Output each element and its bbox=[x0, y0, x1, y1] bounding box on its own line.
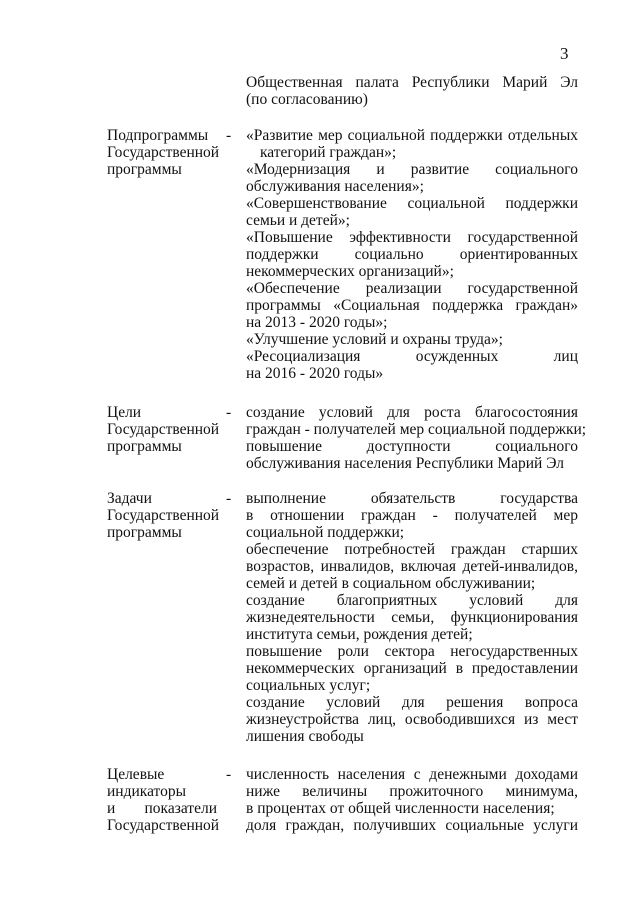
section-label bbox=[107, 404, 232, 455]
body-line: «Ресоциализация осужденных лиц bbox=[246, 348, 578, 365]
body-line: численность населения с денежными доходами bbox=[246, 766, 578, 783]
body-line: жизнеустройства лиц, освободившихся из мест bbox=[246, 711, 578, 728]
label-line: программы bbox=[107, 161, 182, 178]
page-number: 3 bbox=[560, 44, 569, 63]
label-line: Государственной bbox=[107, 817, 220, 834]
section-label bbox=[107, 766, 232, 834]
section-body bbox=[246, 490, 578, 745]
body-line: «Совершенствование социальной поддержки bbox=[246, 195, 578, 212]
body-line: лишения свободы bbox=[246, 728, 364, 745]
body-line: «Модернизация и развитие социального bbox=[246, 161, 578, 178]
body-line: выполнение обязательств государства bbox=[246, 490, 578, 507]
body-line: института семьи, рождения детей; bbox=[246, 626, 473, 643]
label-line: Цели bbox=[107, 404, 142, 421]
body-line: поддержки социально ориентированных bbox=[246, 246, 578, 263]
body-line: в процентах от общей численности населения; bbox=[246, 800, 555, 817]
label-line: Государственной bbox=[107, 144, 220, 161]
label-line: Государственной bbox=[107, 421, 220, 438]
section-body bbox=[246, 404, 587, 472]
section-dash: - bbox=[226, 766, 232, 783]
body-line: возрастов, инвалидов, включая детей-инвалидов, bbox=[246, 558, 578, 575]
body-line: некоммерческих организаций в предоставлении bbox=[246, 660, 578, 677]
body-line: программы «Социальная поддержка граждан» bbox=[246, 297, 578, 314]
body-line: «Обеспечение реализации государственной bbox=[246, 280, 578, 297]
body-line: создание условий для решения вопроса bbox=[246, 694, 578, 711]
label-line: программы bbox=[107, 438, 182, 455]
intro-line: Общественная палата Республики Марий Эл bbox=[246, 74, 578, 91]
body-line: на 2016 - 2020 годы» bbox=[246, 365, 384, 382]
body-line: обеспечение потребностей граждан старших bbox=[246, 541, 578, 558]
body-line: семей и детей в социальном обслуживании; bbox=[246, 575, 536, 592]
section-body bbox=[246, 127, 578, 382]
body-line: повышение роли сектора негосударственных bbox=[246, 643, 578, 660]
body-line: создание условий для роста благосостояния bbox=[246, 404, 578, 421]
intro-block bbox=[246, 74, 578, 108]
body-line: социальной поддержки; bbox=[246, 524, 405, 541]
label-line: Государственной bbox=[107, 507, 220, 524]
body-line: социальных услуг; bbox=[246, 677, 371, 694]
body-line: обслуживания населения Республики Марий Эл bbox=[246, 455, 564, 472]
body-line: повышение доступности социального bbox=[246, 438, 578, 455]
body-line: доля граждан, получивших социальные услуги bbox=[246, 817, 578, 834]
body-line: граждан - получателей мер социальной поддержки; bbox=[246, 421, 587, 438]
label-line: программы bbox=[107, 524, 182, 541]
section-body bbox=[246, 766, 578, 834]
body-line: жизнедеятельности семьи, функционирования bbox=[246, 609, 578, 626]
body-line: категорий граждан»; bbox=[260, 144, 397, 161]
section-dash: - bbox=[226, 404, 232, 421]
section-label bbox=[107, 490, 232, 541]
section-dash: - bbox=[226, 490, 232, 507]
label-line: Задачи bbox=[107, 490, 152, 507]
body-line: обслуживания населения»; bbox=[246, 178, 424, 195]
body-line: ниже величины прожиточного минимума, bbox=[246, 783, 578, 800]
label-line: и показатели bbox=[107, 800, 217, 817]
section-label bbox=[107, 127, 232, 178]
body-line: в отношении граждан - получателей мер bbox=[246, 507, 578, 524]
label-line: Подпрограммы bbox=[107, 127, 209, 144]
body-line: «Развитие мер социальной поддержки отдельных bbox=[246, 127, 578, 144]
body-line: создание благоприятных условий для bbox=[246, 592, 578, 609]
label-line: Целевые bbox=[107, 766, 165, 783]
body-line: на 2013 - 2020 годы»; bbox=[246, 314, 388, 331]
body-line: семьи и детей»; bbox=[246, 212, 350, 229]
section-dash: - bbox=[226, 127, 232, 144]
body-line: «Повышение эффективности государственной bbox=[246, 229, 578, 246]
intro-line: (по согласованию) bbox=[246, 91, 368, 108]
label-line: индикаторы bbox=[107, 783, 187, 800]
body-line: «Улучшение условий и охраны труда»; bbox=[246, 331, 503, 348]
body-line: некоммерческих организаций»; bbox=[246, 263, 454, 280]
